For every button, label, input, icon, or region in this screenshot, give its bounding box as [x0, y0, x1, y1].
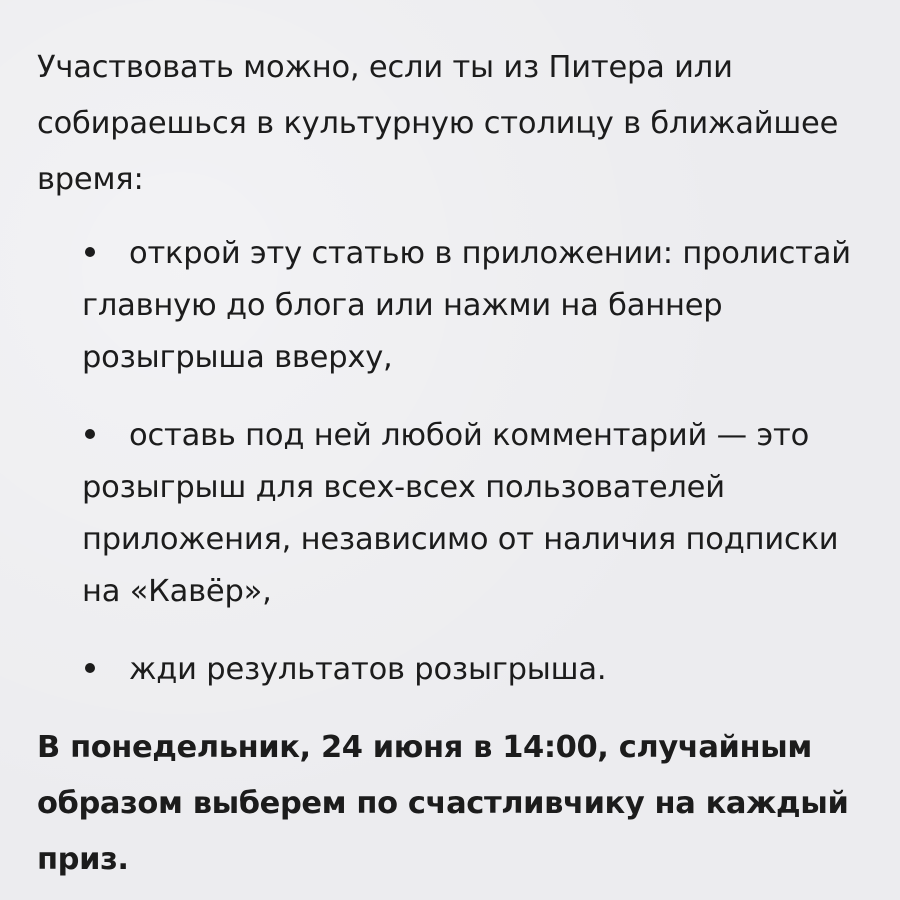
step-continuation: пролистай главную до блога или нажми на баннер розыгрыша вверху, — [82, 236, 851, 375]
post-body — [37, 40, 867, 888]
bullet-icon — [85, 247, 95, 257]
results-announcement: В понедельник, 24 июня в 14:00, случайным образом выберем по счастливчику на каждый приз. — [37, 730, 849, 877]
steps-list — [37, 228, 867, 696]
step-continuation: это розыгрыш для всех-всех пользователей приложения, независимо от наличия подписки на «Кавёр», — [82, 418, 839, 609]
bullet-icon — [85, 429, 95, 439]
step-item-comment — [82, 410, 867, 618]
bullet-icon — [85, 663, 95, 673]
step-item-open-article — [82, 228, 867, 384]
step-first-line: оставь под ней любой комментарий — — [129, 418, 747, 453]
intro-paragraph: Участвовать можно, если ты из Питера или собираешься в культурную столицу в ближайшее время: — [37, 50, 839, 197]
step-first-line: открой эту статью в приложении: — [129, 236, 673, 271]
step-item-wait-results — [82, 644, 867, 696]
step-first-line: жди результатов розыгрыша. — [129, 652, 607, 687]
